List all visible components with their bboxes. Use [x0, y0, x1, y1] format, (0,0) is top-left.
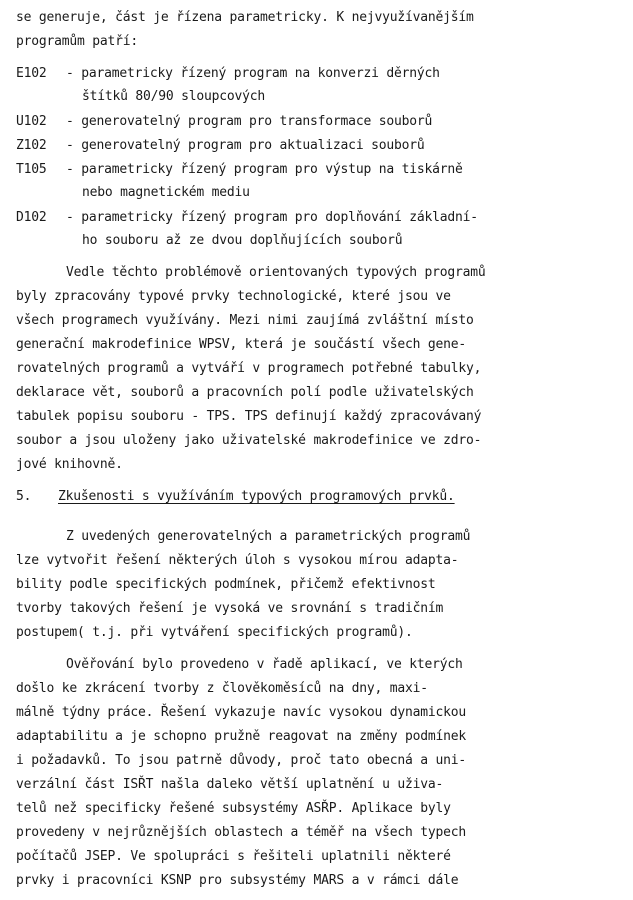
paragraph-line: došlo ke zkrácení tvorby z člověkoměsíců na dny, maxi-	[16, 681, 428, 696]
paragraph-line: lze vytvořit řešení některých úloh s vysokou mírou adapta-	[16, 553, 459, 568]
paragraph-line: verzální část ISŘT našla daleko větší uplatnění u uživa-	[16, 777, 444, 792]
program-code: D102	[16, 210, 47, 225]
intro-line: se generuje, část je řízena parametricky. K nejvyužívanějším	[16, 10, 474, 25]
paragraph-line: i požadavků. To jsou patrně důvody, proč tato obecná a uni-	[16, 753, 466, 768]
paragraph-line: jové knihovně.	[16, 457, 123, 472]
program-description: ho souboru až ze dvou doplňujících souborů	[82, 233, 403, 248]
program-code: E102	[16, 66, 47, 81]
program-code: Z102	[16, 138, 47, 153]
paragraph-line: provedeny v nejrůznějších oblastech a téměř na všech typech	[16, 825, 466, 840]
paragraph-line: deklarace vět, souborů a pracovních polí podle uživatelských	[16, 385, 474, 400]
program-description: - generovatelný program pro aktualizaci souborů	[66, 138, 425, 153]
paragraph-line: málně týdny práce. Řešení vykazuje navíc vysokou dynamickou	[16, 705, 466, 720]
program-code: U102	[16, 114, 47, 129]
section-number: 5.	[16, 489, 32, 504]
program-code: T105	[16, 162, 47, 177]
paragraph-line: Ověřování bylo provedeno v řadě aplikací, ve kterých	[66, 657, 463, 672]
program-description: štítků 80/90 sloupcových	[82, 89, 266, 104]
paragraph-line: počítačů JSEP. Ve spolupráci s řešiteli uplatnili některé	[16, 849, 451, 864]
program-description: - parametricky řízený program pro doplňování základní-	[66, 210, 478, 225]
program-description: - parametricky řízený program na konverzi děrných	[66, 66, 440, 81]
paragraph-line: generační makrodefinice WPSV, která je součástí všech gene-	[16, 337, 466, 352]
paragraph-line: adaptabilitu a je schopno pružně reagovat na změny podmínek	[16, 729, 466, 744]
paragraph-line: všech programech využívány. Mezi nimi zaujímá zvláštní místo	[16, 313, 474, 328]
program-description: - generovatelný program pro transformace souborů	[66, 114, 433, 129]
paragraph-line: Z uvedených generovatelných a parametrických programů	[66, 529, 471, 544]
program-description: - parametricky řízený program pro výstup na tiskárně	[66, 162, 463, 177]
paragraph-line: soubor a jsou uloženy jako uživatelské makrodefinice ve zdro-	[16, 433, 482, 448]
paragraph-line: postupem( t.j. při vytváření specifických programů).	[16, 625, 413, 640]
paragraph-line: tvorby takových řešení je vysoká ve srovnání s tradičním	[16, 601, 444, 616]
program-description: nebo magnetickém mediu	[82, 185, 250, 200]
paragraph-line: rovatelných programů a vytváří v programech potřebné tabulky,	[16, 361, 482, 376]
paragraph-line: tabulek popisu souboru - TPS. TPS definují každý zpracovávaný	[16, 409, 482, 424]
paragraph-line: telů než specificky řešené subsystémy ASŘP. Aplikace byly	[16, 801, 451, 816]
section-title: Zkušenosti s využíváním typových programových prvků.	[58, 489, 455, 504]
paragraph-line: Vedle těchto problémově orientovaných typových programů	[66, 265, 486, 280]
paragraph-line: prvky i pracovníci KSNP pro subsystémy MARS a v rámci dále	[16, 873, 459, 888]
paragraph-line: byly zpracovány typové prvky technologické, které jsou ve	[16, 289, 451, 304]
intro-line: programům patří:	[16, 34, 139, 49]
paragraph-line: bility podle specifických podmínek, přičemž efektivnost	[16, 577, 436, 592]
